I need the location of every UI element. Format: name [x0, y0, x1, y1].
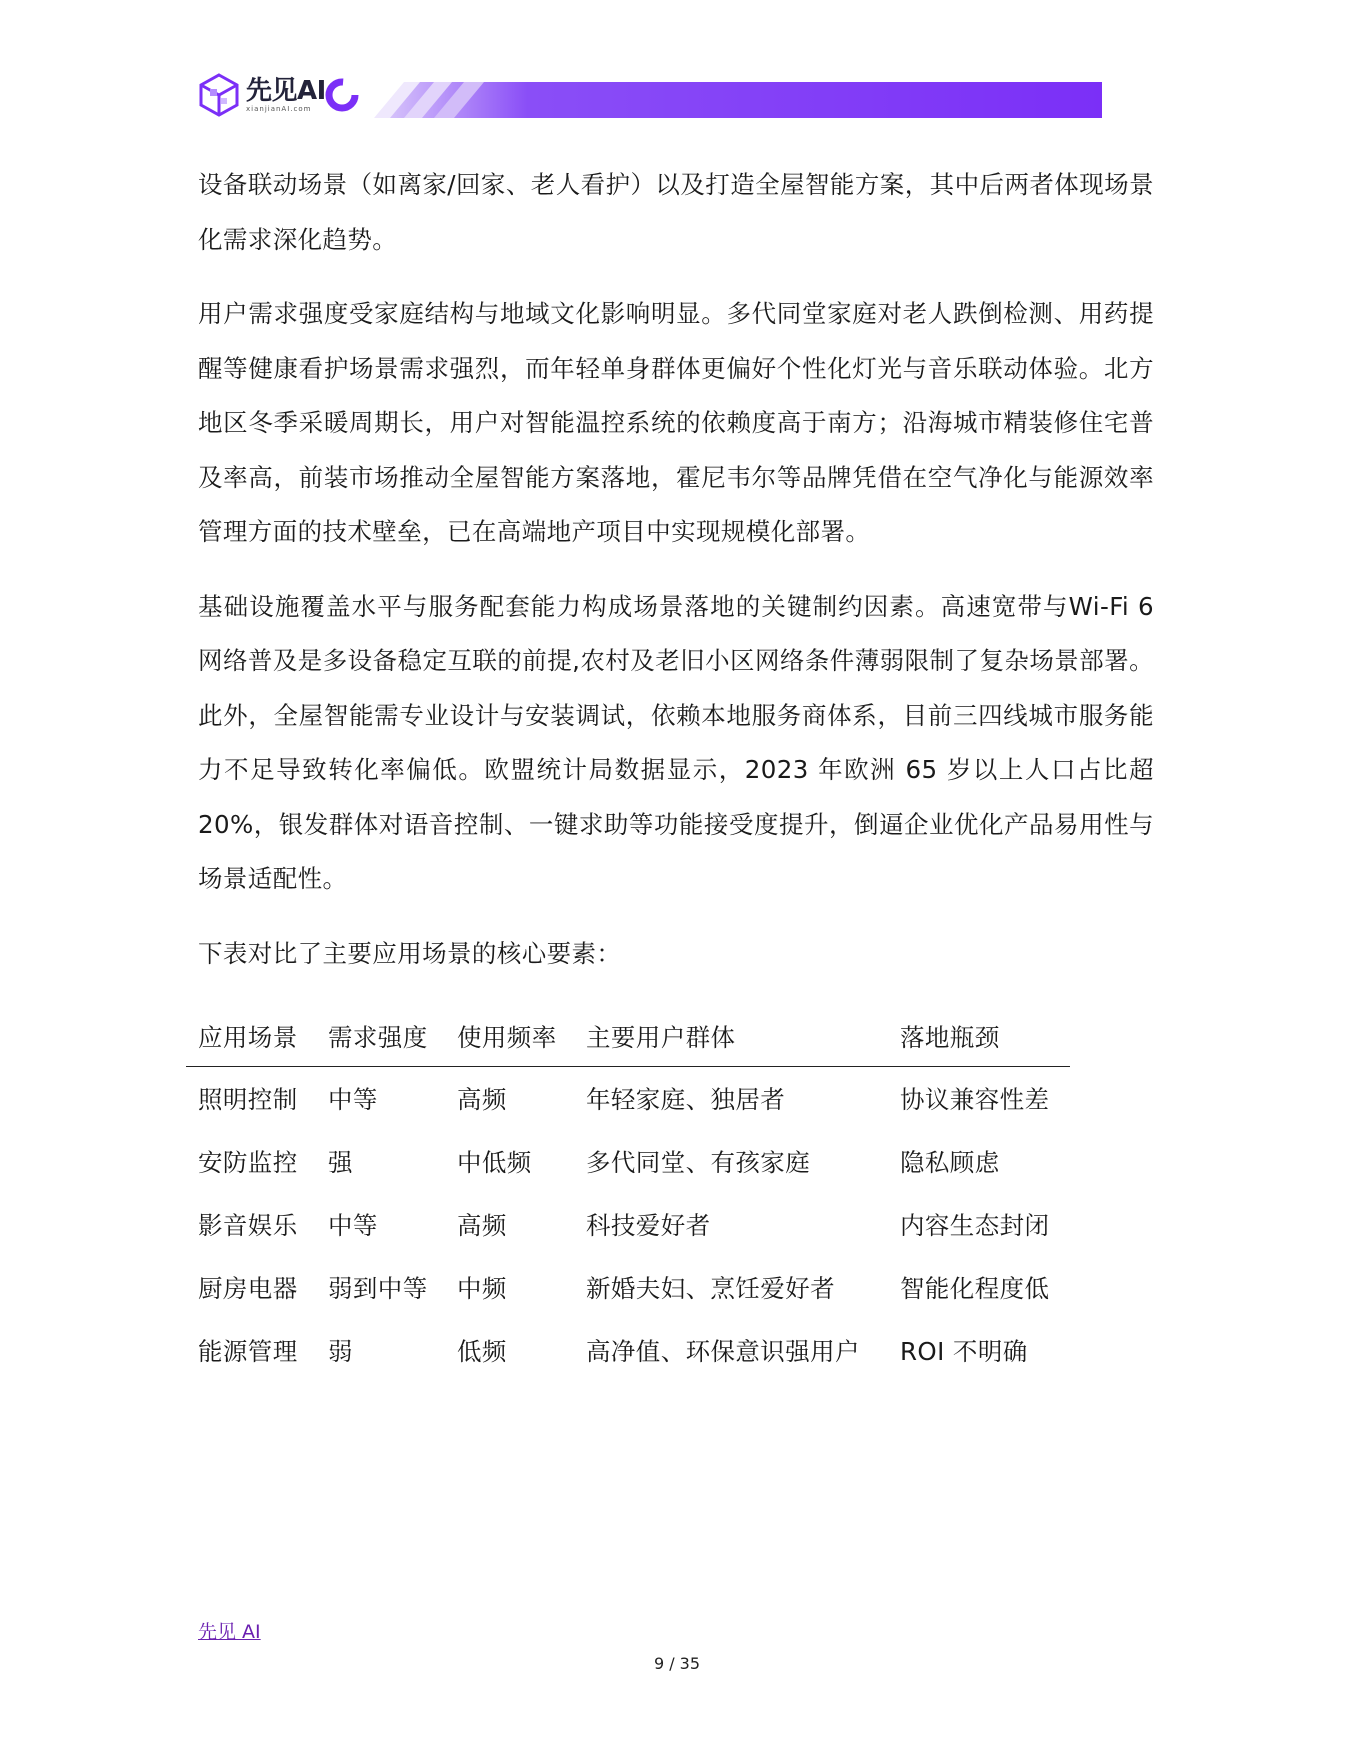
column-header: 落地瓶颈: [888, 1006, 1070, 1067]
table-row: [186, 1256, 1070, 1319]
footer-brand-link[interactable]: 先见 AI: [198, 1621, 261, 1643]
table-cell: 多代同堂、有孩家庭: [586, 1148, 811, 1177]
column-header: 使用频率: [445, 1006, 574, 1067]
table-cell: 隐私顾虑: [900, 1148, 1000, 1177]
table-cell: 能源管理: [198, 1337, 298, 1366]
brand-logo[interactable]: [196, 68, 362, 122]
table-cell: 高频: [457, 1085, 507, 1114]
logo-name: 先见AI: [246, 75, 326, 106]
table-cell: 中等: [328, 1211, 378, 1240]
table-intro: 下表对比了主要应用场景的核心要素：: [198, 938, 622, 968]
paragraph-user-demand: 用户需求强度受家庭结构与地域文化影响明显。多代同堂家庭对老人跌倒检测、用药提醒等健康看护场景需求强烈，而年轻单身群体更偏好个性化灯光与音乐联动体验。北方地区冬季采暖周期长，用户对智能温控系统的依赖度高于南方；沿海城市精装修住宅普及率高，前装市场推动全屋智能方案落地，霍尼韦尔等品牌凭借在空气净化与能源效率管理方面的技术壁垒，已在高端地产项目中实现规模化部署。: [198, 299, 1154, 546]
table-cell: 照明控制: [198, 1085, 298, 1114]
table-cell: 高净值、环保意识强用户: [586, 1337, 860, 1366]
table-cell: 科技爱好者: [586, 1211, 711, 1240]
table-cell: 厨房电器: [198, 1274, 298, 1303]
table-cell: 低频: [457, 1337, 507, 1366]
scenario-comparison-table: [186, 1006, 1070, 1382]
ring-logo-icon: [322, 77, 362, 113]
page-header: [196, 68, 1102, 122]
table-row: [186, 1193, 1070, 1256]
table-cell: 弱到中等: [328, 1274, 428, 1303]
table-cell: 弱: [328, 1337, 353, 1366]
table-cell: 协议兼容性差: [900, 1085, 1050, 1114]
table-cell: 高频: [457, 1211, 507, 1240]
table-cell: 新婚夫妇、烹饪爱好者: [586, 1274, 835, 1303]
column-header: 需求强度: [316, 1006, 445, 1067]
main-content: [198, 158, 1154, 981]
page-number: 9 / 35: [653, 1654, 701, 1673]
column-header: 主要用户群体: [574, 1006, 888, 1067]
table-row: [186, 1319, 1070, 1382]
table-cell: 中低频: [457, 1148, 532, 1177]
table-cell: 安防监控: [198, 1148, 298, 1177]
paragraph-continuation: 设备联动场景（如离家/回家、老人看护）以及打造全屋智能方案，其中后两者体现场景化需求深化趋势。: [198, 170, 1154, 254]
table-cell: 强: [328, 1148, 353, 1177]
paragraph-infrastructure: 基础设施覆盖水平与服务配套能力构成场景落地的关键制约因素。高速宽带与Wi-Fi 6 网络普及是多设备稳定互联的前提,农村及老旧小区网络条件薄弱限制了复杂场景部署。此外，全屋智能需专业设计与安装调试，依赖本地服务商体系，目前三四线城市服务能力不足导致转化率偏低。欧盟统计局数据显示，2023 年欧洲 65 岁以上人口占比超 20%，银发群体对语音控制、一键求助等功能接受度提升，倒逼企业优化产品易用性与场景适配性。: [198, 591, 1154, 893]
cube-logo-icon: [196, 72, 242, 118]
table-row: [186, 1067, 1070, 1131]
table-cell: ROI 不明确: [900, 1337, 1028, 1366]
table-cell: 智能化程度低: [900, 1274, 1050, 1303]
table-cell: 中频: [457, 1274, 507, 1303]
table-row: [186, 1130, 1070, 1193]
logo-url: xianjianAI.com: [246, 104, 312, 113]
column-header: 应用场景: [186, 1006, 316, 1067]
table-header-row: [186, 1006, 1070, 1067]
table-cell: 中等: [328, 1085, 378, 1114]
header-gradient-band: [374, 82, 1102, 118]
table-cell: 内容生态封闭: [900, 1211, 1050, 1240]
table-cell: 年轻家庭、独居者: [586, 1085, 786, 1114]
table-cell: 影音娱乐: [198, 1211, 298, 1240]
